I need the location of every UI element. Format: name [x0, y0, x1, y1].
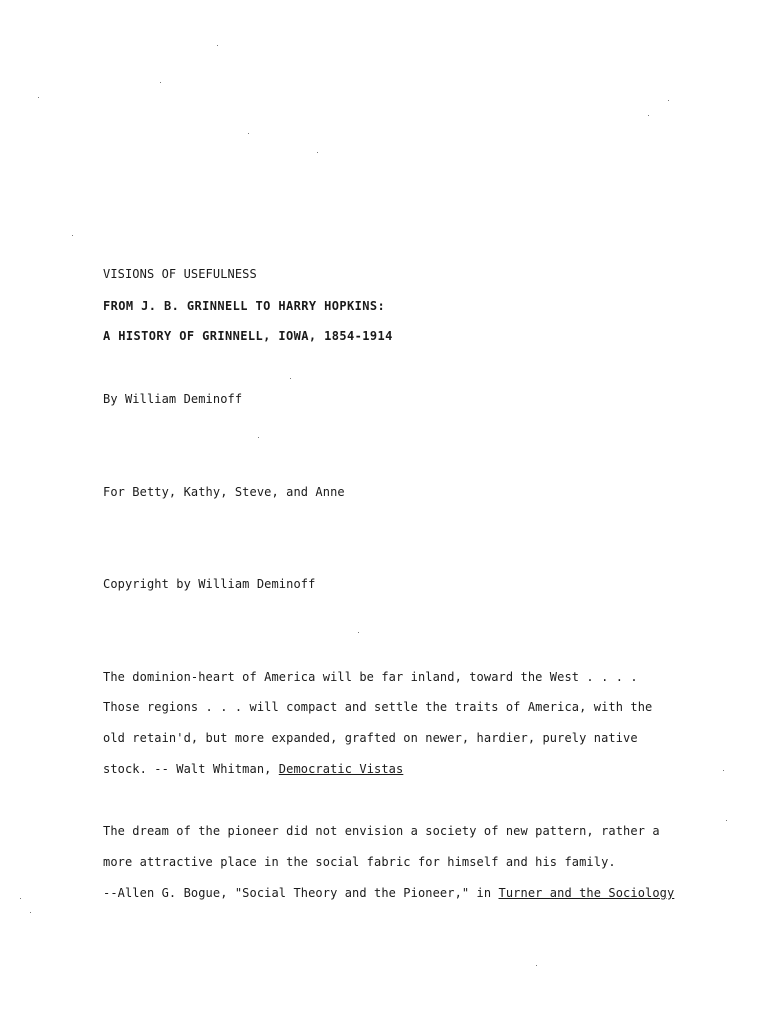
scan-speck — [358, 632, 359, 633]
scan-speck — [38, 97, 39, 98]
epigraph-attribution — [103, 886, 674, 900]
scan-speck — [536, 965, 537, 966]
attribution-text: stock. -- Walt Whitman, — [103, 762, 279, 776]
scan-speck — [723, 770, 724, 771]
book-title: Turner and the Sociology — [498, 886, 675, 900]
book-title: Democratic Vistas — [278, 762, 404, 776]
scan-speck — [290, 378, 291, 379]
scan-speck — [20, 898, 21, 899]
scan-speck — [72, 235, 73, 236]
epigraph-line: The dominion-heart of America will be far inland, toward the West . . . . — [103, 670, 638, 684]
copyright-notice: Copyright by William Deminoff — [103, 577, 316, 591]
title-line-history: A HISTORY OF GRINNELL, IOWA, 1854-1914 — [103, 329, 393, 343]
scan-speck — [160, 82, 161, 83]
attribution-text: --Allen G. Bogue, "Social Theory and the Pioneer," in — [103, 886, 499, 900]
epigraph-line: old retain'd, but more expanded, grafted on newer, hardier, purely native — [103, 731, 638, 745]
byline: By William Deminoff — [103, 392, 243, 406]
scan-speck — [726, 820, 727, 821]
scan-speck — [30, 912, 31, 913]
title-line-visions: VISIONS OF USEFULNESS — [103, 267, 257, 281]
epigraph-line: The dream of the pioneer did not envision a society of new pattern, rather a — [103, 824, 660, 838]
scan-speck — [248, 133, 249, 134]
epigraph-line: Those regions . . . will compact and settle the traits of America, with the — [103, 700, 653, 714]
scan-speck — [317, 152, 318, 153]
scan-speck — [258, 437, 259, 438]
scan-speck — [217, 45, 218, 46]
epigraph-attribution — [103, 762, 403, 776]
epigraph-line: more attractive place in the social fabric for himself and his family. — [103, 855, 616, 869]
dedication: For Betty, Kathy, Steve, and Anne — [103, 485, 345, 499]
scan-speck — [668, 100, 669, 101]
title-line-subtitle: FROM J. B. GRINNELL TO HARRY HOPKINS: — [103, 299, 386, 313]
scan-speck — [648, 115, 649, 116]
